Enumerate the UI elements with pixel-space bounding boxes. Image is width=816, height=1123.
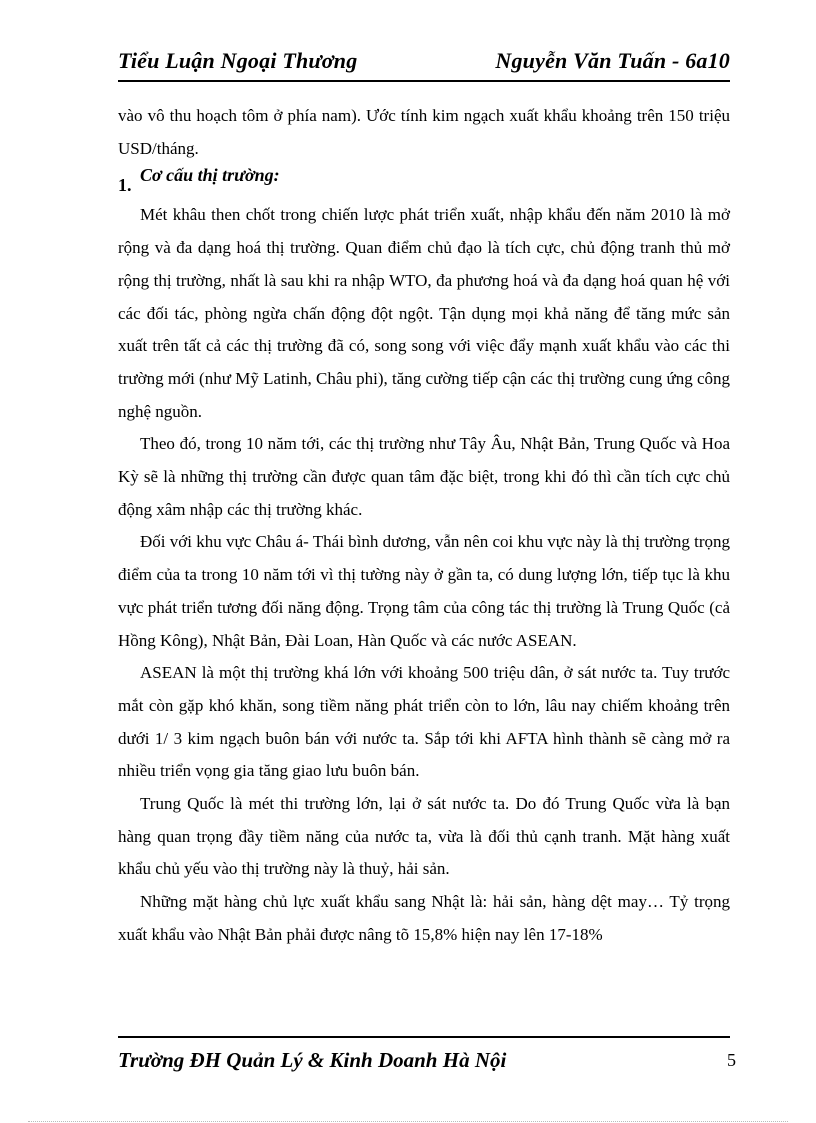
paragraph-strategy: Mét khâu then chốt trong chiến lược phát triển xuất, nhập khẩu đến năm 2010 là mở rộng và đa dạng hoá thị trường. Quan điểm chủ đạo là tích cực, chủ động tranh thủ mở rộng thị trường, nhất là sau khi ra nhập WTO, đa phương hoá và đa dạng hoá quan hệ với các đối tác, phòng ngừa chấn động đột ngột. Tận dụng mọi khả năng để tăng mức sản xuất trên tất cả các thị trường đã có, song song với việc đẩy mạnh xuất khẩu vào các thi trường mới (như Mỹ Latinh, Châu phi), tăng cường tiếp cận các thị trường cung ứng công nghệ nguồn. [118, 205, 730, 421]
page-footer [118, 1036, 736, 1076]
page-number: 5 [727, 1050, 736, 1070]
header-title: Tiểu Luận Ngoại Thương [118, 48, 358, 73]
paragraph-key-markets: Theo đó, trong 10 năm tới, các thị trường như Tây Âu, Nhật Bản, Trung Quốc và Hoa Kỳ sẽ là những thị trường cần được quan tâm đặc biệt, trong khi đó thì cần tích cực chủ động xâm nhập các thị trường khác. [118, 434, 730, 519]
paragraph-asean: ASEAN là một thị trường khá lớn với khoảng 500 triệu dân, ở sát nước ta. Tuy trước mắt còn gặp khó khăn, song tiềm năng phát triển còn to lớn, lâu nay chiếm khoảng trên dưới 1/ 3 kim ngạch buôn bán với nước ta. Sắp tới khi AFTA hình thành sẽ càng mở ra nhiều triển vọng gia tăng giao lưu buôn bán. [118, 663, 730, 781]
section-number: 1. [118, 175, 132, 196]
page-edge-divider [28, 1121, 788, 1122]
section-heading [118, 165, 730, 199]
page-content [118, 100, 730, 952]
paragraph-asia-pacific: Đối với khu vực Châu á- Thái bình dương, vẫn nên coi khu vực này là thị trường trọng điểm của ta trong 10 năm tới vì thị tường này ở gần ta, có dung lượng lớn, tiếp tục là khu vực phát triển tương đối năng động. Trọng tâm của công tác thị trường là Trung Quốc (cả Hồng Kông), Nhật Bản, Đài Loan, Hàn Quốc và các nước ASEAN. [118, 532, 730, 650]
footer-school: Trường ĐH Quản Lý & Kinh Doanh Hà Nội [118, 1048, 507, 1072]
intro-paragraph: vào vô thu hoạch tôm ở phía nam). Ước tính kim ngạch xuất khẩu khoảng trên 150 triệu USD/tháng. [118, 106, 730, 158]
paragraph-china: Trung Quốc là mét thi trường lớn, lại ở sát nước ta. Do đó Trung Quốc vừa là bạn hàng quan trọng đầy tiềm năng của nước ta, vừa là đối thủ cạnh tranh. Mặt hàng xuất khẩu chủ yếu vào thị trường này là thuỷ, hải sản. [118, 794, 730, 879]
paragraph-japan: Những mặt hàng chủ lực xuất khẩu sang Nhật là: hải sản, hàng dệt may… Tỷ trọng xuất khẩu vào Nhật Bản phải được nâng tõ 15,8% hiện nay lên 17-18% [118, 892, 730, 944]
section-title: Cơ cấu thị trường: [140, 165, 280, 186]
page-header [118, 48, 730, 86]
header-author: Nguyễn Văn Tuấn - 6a10 [495, 48, 730, 73]
header-rule [118, 80, 730, 82]
footer-rule [118, 1036, 730, 1038]
